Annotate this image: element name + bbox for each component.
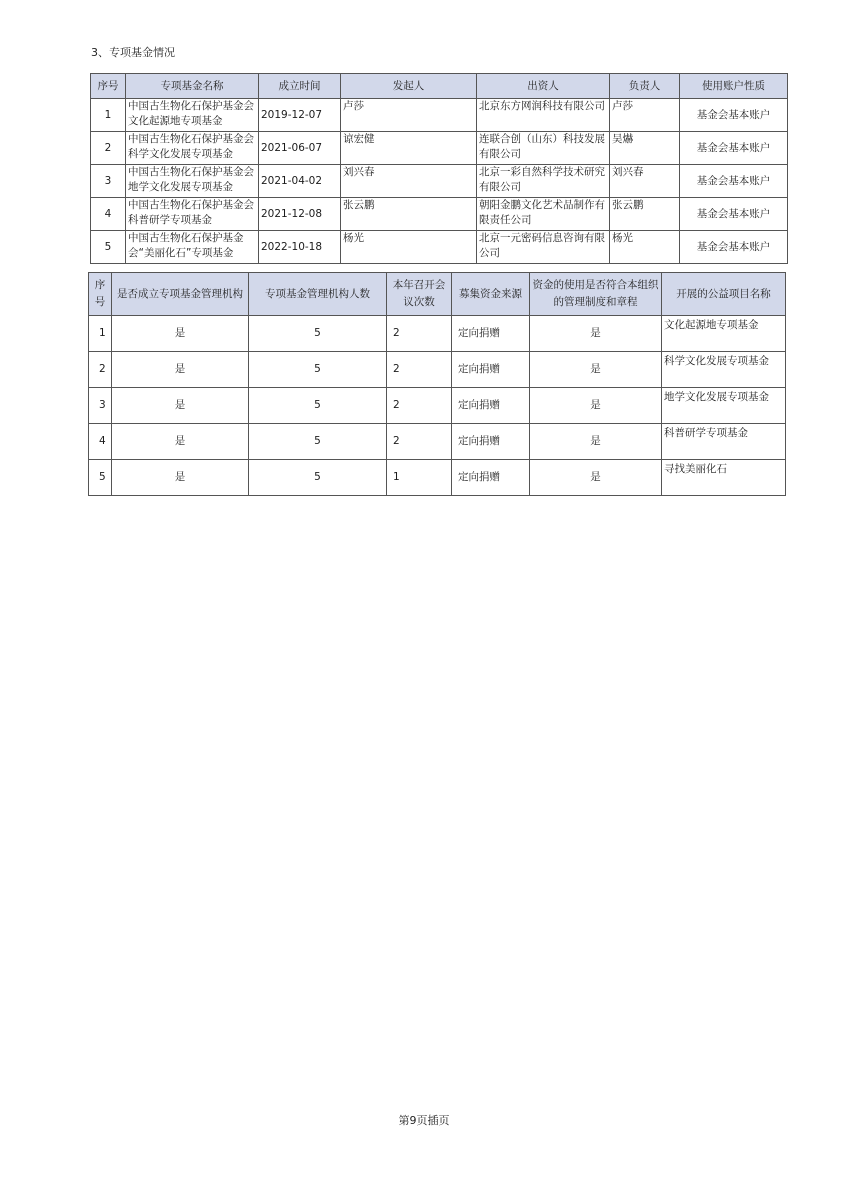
cell-staff: 5 <box>249 388 387 424</box>
cell-founder: 刘兴春 <box>341 165 477 198</box>
cell-founder: 卢莎 <box>341 99 477 132</box>
cell-no: 2 <box>89 352 112 388</box>
page-footer: 第9页插页 <box>398 1114 450 1127</box>
cell-project: 科学文化发展专项基金 <box>662 352 786 388</box>
cell-fund-name: 中国古生物化石保护基金会科普研学专项基金 <box>126 198 259 231</box>
cell-compliant: 是 <box>530 424 662 460</box>
cell-date: 2022-10-18 <box>259 231 341 264</box>
cell-investor: 北京一彩自然科学技术研究有限公司 <box>477 165 610 198</box>
cell-compliant: 是 <box>530 388 662 424</box>
cell-meetings: 2 <box>387 316 452 352</box>
cell-no: 5 <box>91 231 126 264</box>
cell-fund-name: 中国古生物化石保护基金会地学文化发展专项基金 <box>126 165 259 198</box>
cell-staff: 5 <box>249 316 387 352</box>
table-row <box>89 424 786 460</box>
cell-established: 是 <box>112 460 249 496</box>
cell-account: 基金会基本账户 <box>680 231 788 264</box>
cell-investor: 朝阳金鹏文化艺术品制作有限责任公司 <box>477 198 610 231</box>
cell-no: 3 <box>89 388 112 424</box>
col-header-compliant: 资金的使用是否符合本组织的管理制度和章程 <box>530 273 662 316</box>
cell-fund-name: 中国古生物化石保护基金会科学文化发展专项基金 <box>126 132 259 165</box>
cell-account: 基金会基本账户 <box>680 99 788 132</box>
cell-no: 1 <box>91 99 126 132</box>
cell-no: 3 <box>91 165 126 198</box>
cell-leader: 张云鹏 <box>610 198 680 231</box>
table-row <box>91 165 788 198</box>
cell-leader: 刘兴春 <box>610 165 680 198</box>
cell-founder: 谅宏健 <box>341 132 477 165</box>
cell-established: 是 <box>112 388 249 424</box>
cell-staff: 5 <box>249 424 387 460</box>
col-header-established: 是否成立专项基金管理机构 <box>112 273 249 316</box>
cell-date: 2019-12-07 <box>259 99 341 132</box>
table-header-row <box>89 273 786 316</box>
cell-fund-name: 中国古生物化石保护基金会“美丽化石”专项基金 <box>126 231 259 264</box>
section-title: 3、专项基金情况 <box>91 46 175 59</box>
cell-account: 基金会基本账户 <box>680 132 788 165</box>
cell-source: 定向捐赠 <box>452 316 530 352</box>
col-header-fund-name: 专项基金名称 <box>126 74 259 99</box>
cell-meetings: 2 <box>387 388 452 424</box>
cell-fund-name: 中国古生物化石保护基金会文化起源地专项基金 <box>126 99 259 132</box>
cell-source: 定向捐赠 <box>452 388 530 424</box>
cell-investor: 北京东方网润科技有限公司 <box>477 99 610 132</box>
cell-staff: 5 <box>249 352 387 388</box>
cell-date: 2021-06-07 <box>259 132 341 165</box>
cell-established: 是 <box>112 352 249 388</box>
cell-date: 2021-12-08 <box>259 198 341 231</box>
table-row <box>89 388 786 424</box>
cell-established: 是 <box>112 316 249 352</box>
cell-no: 4 <box>91 198 126 231</box>
col-header-investor: 出资人 <box>477 74 610 99</box>
special-fund-table <box>90 73 788 264</box>
cell-meetings: 1 <box>387 460 452 496</box>
cell-compliant: 是 <box>530 352 662 388</box>
table-row <box>91 198 788 231</box>
cell-meetings: 2 <box>387 352 452 388</box>
cell-source: 定向捐赠 <box>452 424 530 460</box>
cell-project: 文化起源地专项基金 <box>662 316 786 352</box>
cell-leader: 吴爀 <box>610 132 680 165</box>
cell-no: 4 <box>89 424 112 460</box>
col-header-no: 序号 <box>89 273 112 316</box>
col-header-leader: 负责人 <box>610 74 680 99</box>
col-header-date: 成立时间 <box>259 74 341 99</box>
cell-compliant: 是 <box>530 460 662 496</box>
col-header-project: 开展的公益项目名称 <box>662 273 786 316</box>
table-header-row <box>91 74 788 99</box>
cell-project: 科普研学专项基金 <box>662 424 786 460</box>
col-header-source: 募集资金来源 <box>452 273 530 316</box>
cell-project: 地学文化发展专项基金 <box>662 388 786 424</box>
col-header-staff: 专项基金管理机构人数 <box>249 273 387 316</box>
col-header-account: 使用账户性质 <box>680 74 788 99</box>
cell-no: 5 <box>89 460 112 496</box>
cell-founder: 杨光 <box>341 231 477 264</box>
table-row <box>91 99 788 132</box>
table-row <box>91 231 788 264</box>
cell-staff: 5 <box>249 460 387 496</box>
table-row <box>89 352 786 388</box>
cell-account: 基金会基本账户 <box>680 165 788 198</box>
col-header-founder: 发起人 <box>341 74 477 99</box>
cell-investor: 北京一元密码信息咨询有限公司 <box>477 231 610 264</box>
cell-compliant: 是 <box>530 316 662 352</box>
cell-no: 1 <box>89 316 112 352</box>
table-row <box>91 132 788 165</box>
cell-project: 寻找美丽化石 <box>662 460 786 496</box>
table-row <box>89 460 786 496</box>
cell-founder: 张云鹏 <box>341 198 477 231</box>
cell-date: 2021-04-02 <box>259 165 341 198</box>
col-header-no: 序号 <box>91 74 126 99</box>
cell-meetings: 2 <box>387 424 452 460</box>
col-header-meetings: 本年召开会议次数 <box>387 273 452 316</box>
cell-leader: 卢莎 <box>610 99 680 132</box>
cell-no: 2 <box>91 132 126 165</box>
table-row <box>89 316 786 352</box>
fund-management-table <box>88 272 786 496</box>
cell-established: 是 <box>112 424 249 460</box>
cell-source: 定向捐赠 <box>452 460 530 496</box>
cell-account: 基金会基本账户 <box>680 198 788 231</box>
cell-leader: 杨光 <box>610 231 680 264</box>
cell-source: 定向捐赠 <box>452 352 530 388</box>
cell-investor: 连联合创（山东）科技发展有限公司 <box>477 132 610 165</box>
